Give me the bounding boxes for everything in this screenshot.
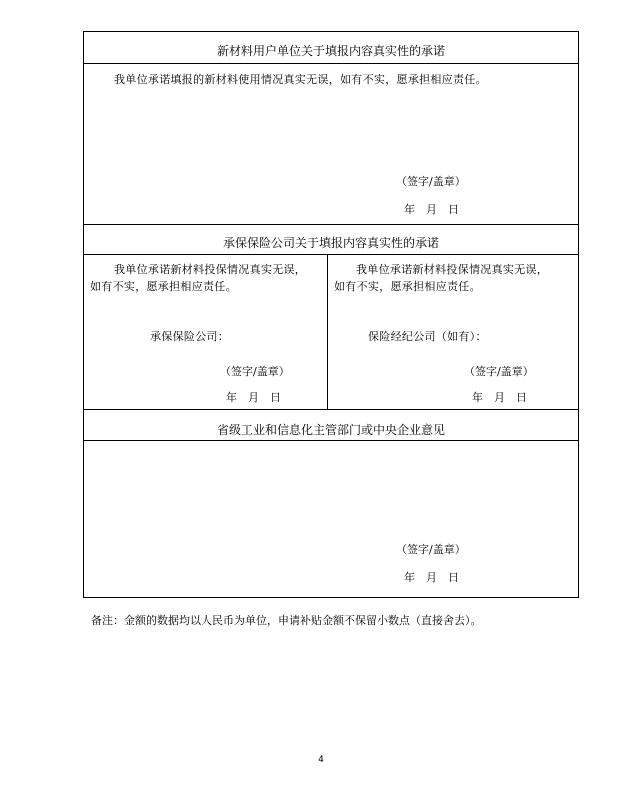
section3-date: 年 月 日 <box>404 571 459 584</box>
footnote: 备注：金额的数据均以人民币为单位，申请补贴金额不保留小数点（直接舍去）。 <box>91 614 482 627</box>
commitment-form-table <box>83 31 579 598</box>
section1-date: 年 月 日 <box>404 203 459 216</box>
section2-right-line1: 我单位承诺新材料投保情况真实无误， <box>356 263 549 276</box>
broker-label: 保险经纪公司（如有）： <box>368 330 487 343</box>
section2-right-signature: （签字/盖章） <box>464 365 534 378</box>
row-divider <box>84 440 578 441</box>
column-divider <box>327 255 328 410</box>
section2-right-line2: 如有不实，愿承担相应责任。 <box>334 280 481 293</box>
section2-right-date: 年 月 日 <box>472 391 527 404</box>
section2-title: 承保保险公司关于填报内容真实性的承诺 <box>222 236 439 250</box>
row-divider <box>84 63 578 64</box>
section3-signature: （签字/盖章） <box>396 543 466 556</box>
section1-signature: （签字/盖章） <box>396 175 466 188</box>
row-divider <box>84 224 578 225</box>
row-divider <box>84 254 578 255</box>
row-divider <box>84 409 578 410</box>
section2-left-line2: 如有不实，愿承担相应责任。 <box>90 280 237 293</box>
section1-statement: 我单位承诺填报的新材料使用情况真实无误，如有不实，愿承担相应责任。 <box>114 73 487 86</box>
page-number: 4 <box>318 755 324 765</box>
section2-left-signature: （签字/盖章） <box>220 365 290 378</box>
section3-title: 省级工业和信息化主管部门或中央企业意见 <box>216 423 445 437</box>
section2-left-date: 年 月 日 <box>226 391 281 404</box>
insurer-label: 承保保险公司： <box>150 330 230 343</box>
section1-title: 新材料用户单位关于填报内容真实性的承诺 <box>216 44 445 58</box>
section2-left-line1: 我单位承诺新材料投保情况真实无误， <box>114 263 307 276</box>
